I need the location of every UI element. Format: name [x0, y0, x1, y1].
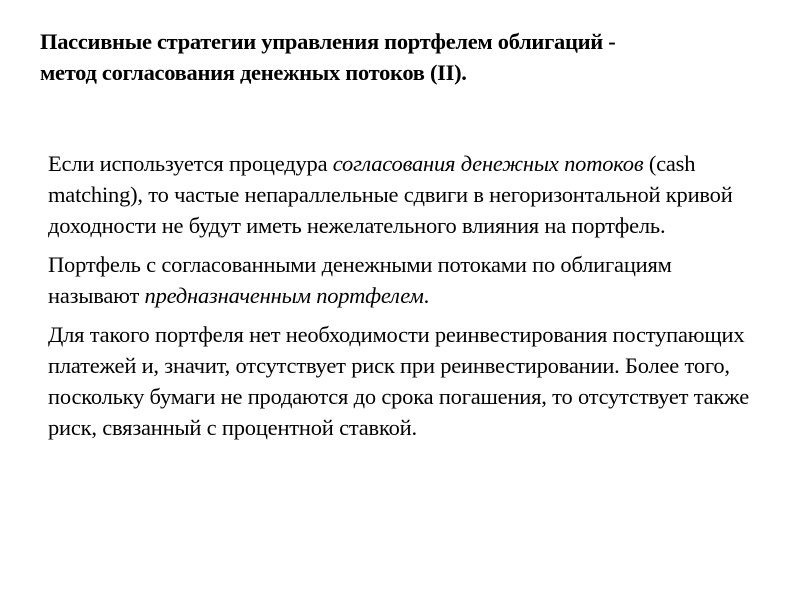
paragraph-cash-matching [48, 148, 760, 241]
paragraph-1-italic-term: согласования денежных потоков [332, 151, 644, 176]
paragraph-dedicated-portfolio [48, 249, 760, 311]
slide-title-line-2: метод согласования денежных потоков (II). [40, 60, 467, 85]
paragraph-1-text-after: (cash matching), то частые непараллельные сдвиги в негоризонтальной кривой доходности не будут иметь нежелательного влияния на портфель. [48, 151, 733, 238]
slide-title-line-1: Пассивные стратегии управления портфелем облигаций - [40, 29, 616, 54]
paragraph-reinvestment-risk: Для такого портфеля нет необходимости реинвестирования поступающих платежей и, значит, отсутствует риск при реинвестировании. Более того, поскольку бумаги не продаются до срока погашения, то отсутствует также риск, связанный с процентной ставкой. [48, 322, 749, 440]
slide-body [48, 148, 760, 451]
paragraph-2-text-before: Портфель с согласованными денежными потоками по облигациям называют [48, 252, 672, 308]
slide-title [40, 26, 770, 88]
paragraph-1-text-before: Если используется процедура [48, 151, 333, 176]
paragraph-2-text-after: . [423, 283, 430, 308]
paragraph-2-italic-term: предназначенным портфелем [144, 283, 424, 308]
